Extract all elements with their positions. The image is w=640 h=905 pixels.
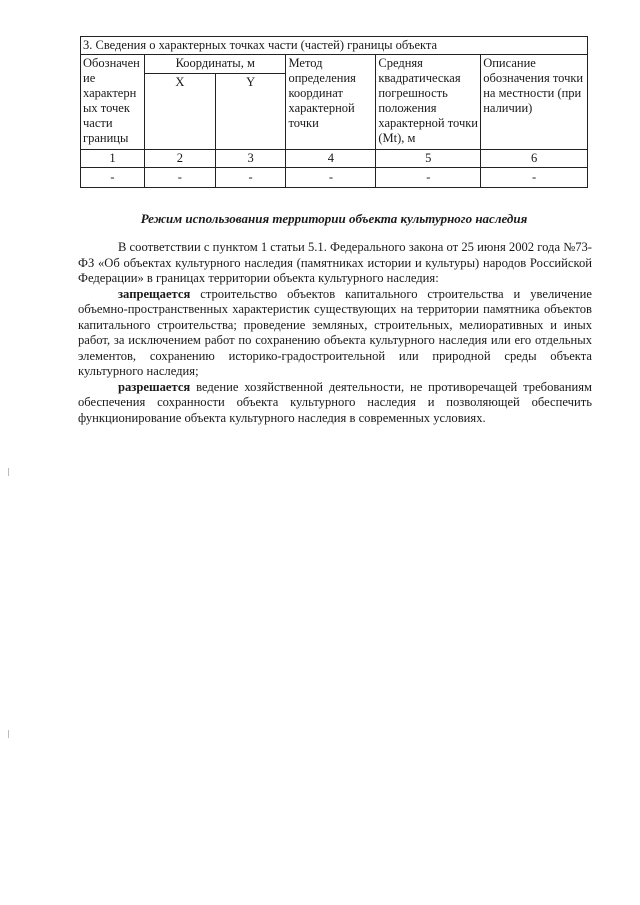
table-cell: 3 [215, 150, 286, 168]
prohibited-text: строительство объектов капитального строительства и увеличение объемно-пространственных характеристик существующих на территории памятника объектов капитального строительства; проведение земляных, строительных, мелиоративных и иных работ, за исключением работ по сохранению объекта культурного наследия или его отдельных элементов, сохранению историко-градостроительной или природной среды объекта культурного наследия; [78, 286, 592, 378]
table-cell: 6 [481, 150, 588, 168]
table-cell: 1 [81, 150, 145, 168]
allowed-text: ведение хозяйственной деятельности, не противоречащей требованиям обеспечения сохранности объекта культурного наследия и позволяющей обеспечить функционирование объекта культурного наследия в современных условиях. [78, 379, 592, 425]
scan-mark [8, 730, 9, 738]
table-cell: - [81, 168, 145, 188]
table-cell: - [286, 168, 376, 188]
header-error: Средняя квадратическая погрешность положения характерной точки (Mt), м [376, 55, 481, 150]
header-y: Y [215, 74, 286, 150]
boundary-points-table [80, 36, 588, 188]
header-x: X [144, 74, 215, 150]
table-cell: 4 [286, 150, 376, 168]
header-designation: Обозначен ие характерн ых точек части границы [81, 55, 145, 150]
table-row-numbers [81, 150, 588, 168]
header-description: Описание обозначения точки на местности (при наличии) [481, 55, 588, 150]
header-coordinates: Координаты, м [144, 55, 286, 74]
allowed-label: разрешается [118, 379, 191, 394]
intro-paragraph: В соответствии с пунктом 1 статьи 5.1. Федерального закона от 25 июня 2002 года №73-ФЗ «Об объектах культурного наследия (памятниках истории и культуры) народов Российской Федерации» в границах территории объекта культурного наследия: [78, 240, 592, 285]
table-row [81, 168, 588, 188]
allowed-paragraph [78, 380, 592, 427]
table-cell: 2 [144, 150, 215, 168]
scan-mark [8, 468, 9, 476]
table-cell: - [144, 168, 215, 188]
header-method: Метод определения координат характерной точки [286, 55, 376, 150]
table-cell: - [481, 168, 588, 188]
prohibited-paragraph [78, 287, 592, 380]
table-cell: 5 [376, 150, 481, 168]
table-title: 3. Сведения о характерных точках части (частей) границы объекта [81, 37, 588, 55]
prohibited-label: запрещается [118, 286, 191, 301]
table-cell: - [215, 168, 286, 188]
regime-text [78, 240, 592, 426]
table-cell: - [376, 168, 481, 188]
section-heading: Режим использования территории объекта культурного наследия [140, 211, 528, 226]
